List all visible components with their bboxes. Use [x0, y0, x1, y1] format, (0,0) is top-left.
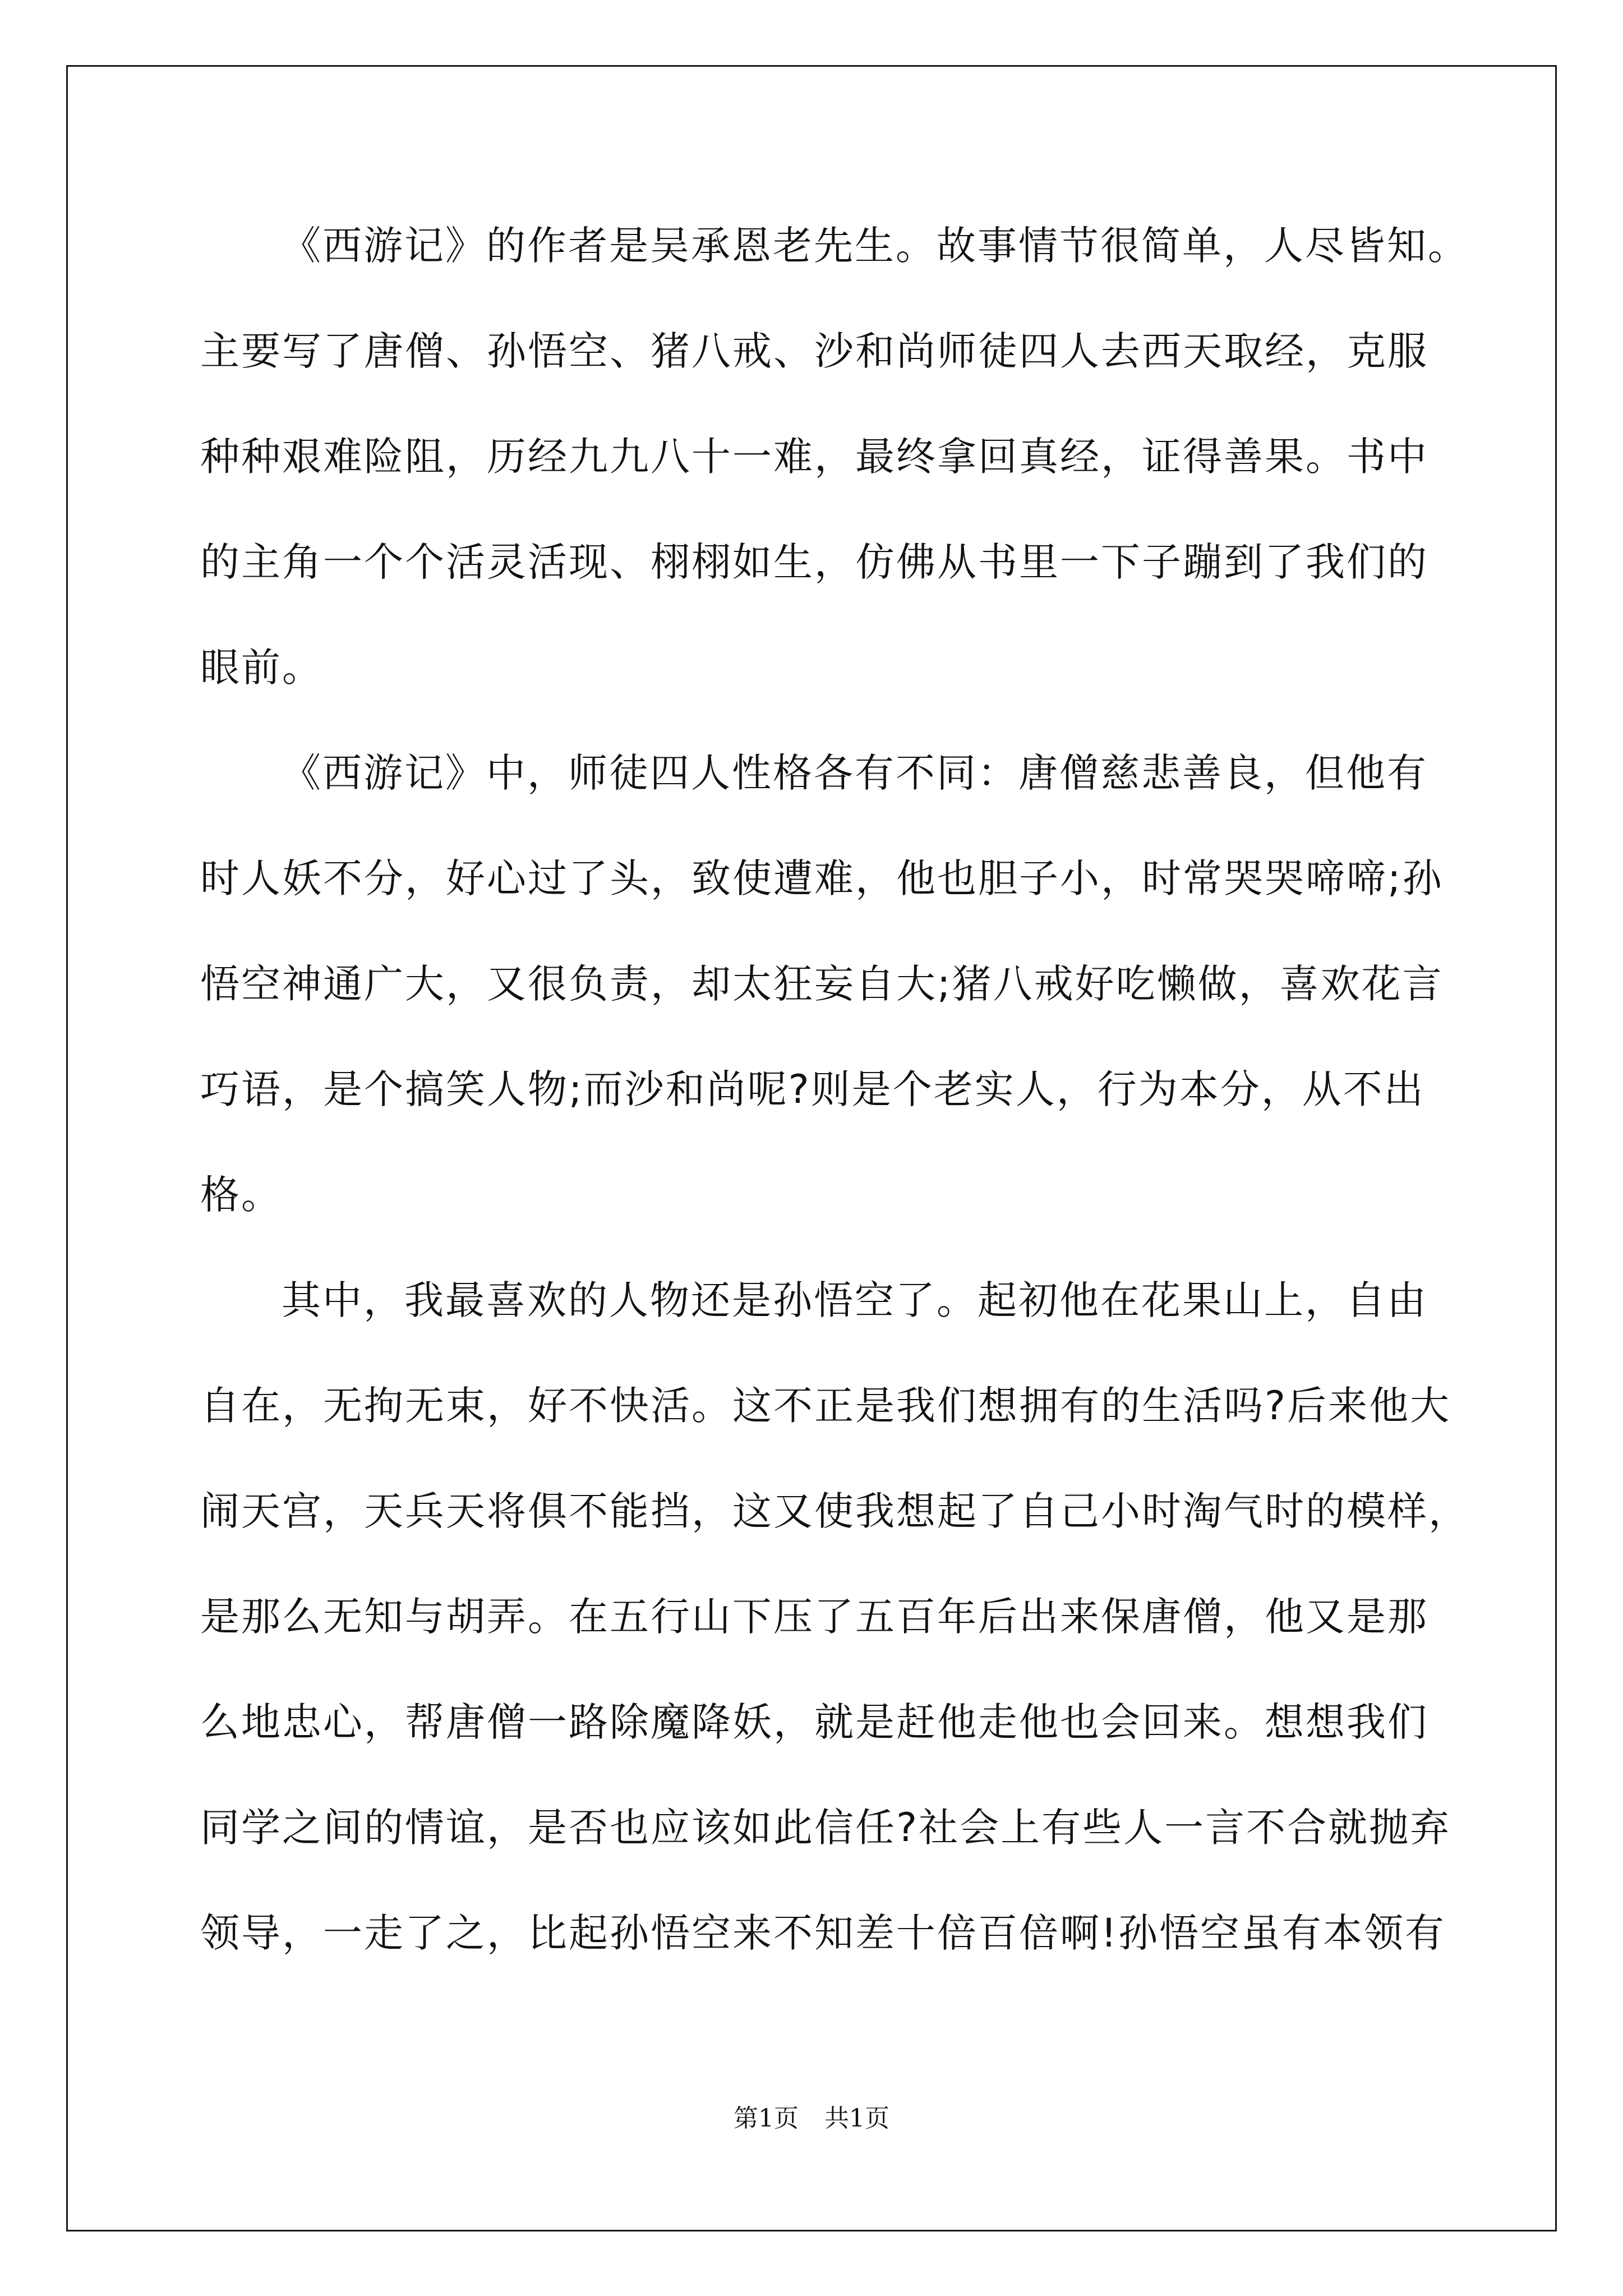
text-line: 悟空神通广大，又很负责，却太狂妄自大;猪八戒好吃懒做，喜欢花言: [200, 961, 1444, 1007]
text-line: 种种艰难险阻，历经九九八十一难，最终拿回真经，证得善果。书中: [200, 434, 1428, 480]
text-line: 《西游记》的作者是吴承恩老先生。故事情节很简单，人尽皆知。: [282, 223, 1469, 269]
page-footer: [0, 2098, 1623, 2134]
text-line: 时人妖不分，好心过了头，致使遭难，他也胆子小，时常哭哭啼啼;孙: [200, 855, 1444, 901]
text-line: 闹天宫，天兵天将俱不能挡，这又使我想起了自己小时淘气时的模样，: [200, 1488, 1469, 1534]
text-line: 《西游记》中，师徒四人性格各有不同：唐僧慈悲善良，但他有: [282, 750, 1428, 796]
text-line: 巧语，是个搞笑人物;而沙和尚呢?则是个老实人，行为本分，从不出: [200, 1066, 1425, 1112]
text-line: 格。: [200, 1172, 282, 1218]
text-line: 眼前。: [200, 645, 323, 691]
page-number: 第1页: [734, 2104, 799, 2133]
text-line: 领导，一走了之，比起孙悟空来不知差十倍百倍啊!孙悟空虽有本领有: [200, 1910, 1446, 1956]
text-line: 同学之间的情谊，是否也应该如此信任?社会上有些人一言不合就抛弃: [200, 1805, 1451, 1851]
text-line: 是那么无知与胡弄。在五行山下压了五百年后出来保唐僧，他又是那: [200, 1594, 1428, 1640]
text-line: 么地忠心，帮唐僧一路除魔降妖，就是赶他走他也会回来。想想我们: [200, 1699, 1428, 1745]
text-line: 的主角一个个活灵活现、栩栩如生，仿佛从书里一下子蹦到了我们的: [200, 539, 1428, 585]
text-line: 自在，无拘无束，好不快活。这不正是我们想拥有的生活吗?后来他大: [200, 1383, 1451, 1429]
page-total: 共1页: [824, 2104, 889, 2133]
text-line: 主要写了唐僧、孙悟空、猪八戒、沙和尚师徒四人去西天取经，克服: [200, 328, 1428, 374]
text-line: 其中，我最喜欢的人物还是孙悟空了。起初他在花果山上，自由: [282, 1277, 1428, 1323]
